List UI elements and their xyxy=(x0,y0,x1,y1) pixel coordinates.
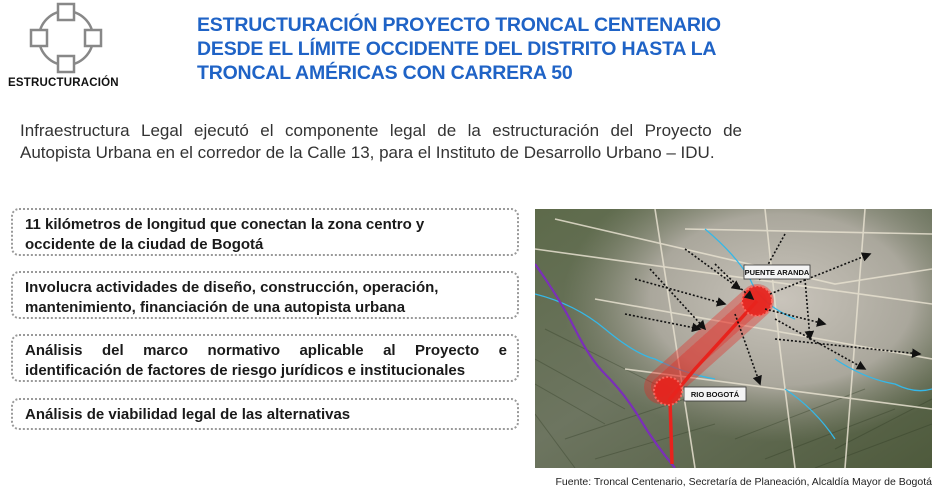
point-line: mantenimiento, financiación de una autopista urbana xyxy=(25,299,406,316)
point-line: Involucra actividades de diseño, construcción, operación, xyxy=(25,279,439,296)
word: del xyxy=(101,342,124,359)
point-box-normative xyxy=(11,334,519,382)
intro-paragraph: Infraestructura Legal ejecutó el componente legal de la estructuración del Proyecto de Autopista Urbana en el corredor de la Calle 13, para el Instituto de Desarrollo Urbano – IDU. xyxy=(20,121,742,162)
word: Análisis xyxy=(25,342,83,359)
svg-text:PUENTE ARANDA: PUENTE ARANDA xyxy=(744,268,810,277)
point-box-viability xyxy=(11,398,519,430)
word: marco xyxy=(143,342,189,359)
title-line: DESDE EL LÍMITE OCCIDENTE DEL DISTRITO HASTA LA xyxy=(197,38,717,60)
word: normativo xyxy=(207,342,281,359)
point-box-activities xyxy=(11,271,519,319)
point-box-length xyxy=(11,208,519,256)
point-line: 11 kilómetros de longitud que conectan la zona centro y xyxy=(25,216,425,233)
page-title xyxy=(197,13,817,85)
svg-text:RIO BOGOTÁ: RIO BOGOTÁ xyxy=(690,390,740,399)
word: aplicable xyxy=(299,342,364,359)
point-line xyxy=(25,341,507,361)
map-label-puente-aranda xyxy=(744,265,810,279)
logo-label: ESTRUCTURACIÓN xyxy=(8,77,119,89)
word: Proyecto xyxy=(415,342,480,359)
structure-network-icon xyxy=(28,2,104,74)
point-line: identificación de factores de riesgo jurídicos e institucionales xyxy=(25,362,466,379)
point-line: occidente de la ciudad de Bogotá xyxy=(25,236,264,253)
title-line: ESTRUCTURACIÓN PROYECTO TRONCAL CENTENARIO xyxy=(197,14,721,36)
corridor-map xyxy=(535,209,932,468)
figure-caption: Fuente: Troncal Centenario, Secretaría de Planeación, Alcaldía Mayor de Bogotá xyxy=(555,476,932,488)
word: e xyxy=(498,342,507,359)
map-label-rio-bogota xyxy=(684,387,746,401)
point-line: Análisis de viabilidad legal de las alternativas xyxy=(25,406,351,423)
title-line: TRONCAL AMÉRICAS CON CARRERA 50 xyxy=(197,62,573,84)
word: al xyxy=(383,342,396,359)
